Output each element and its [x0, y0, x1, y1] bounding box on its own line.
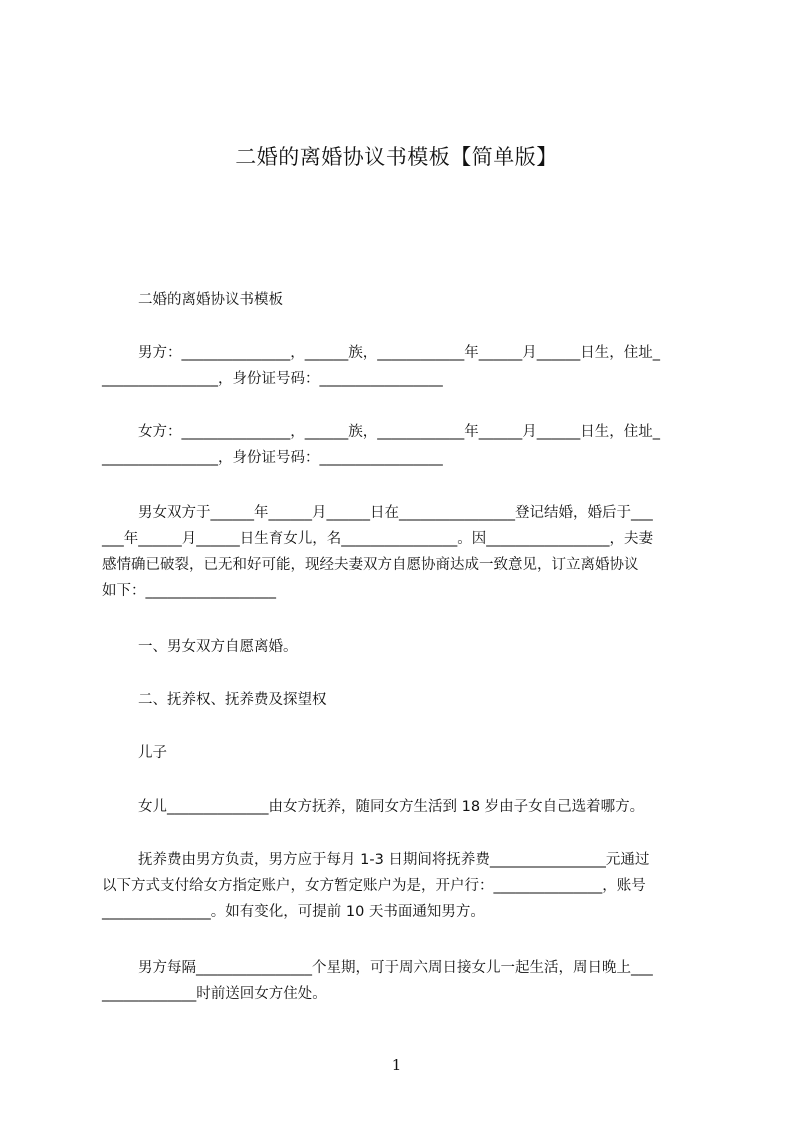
male-party-paragraph — [102, 340, 702, 392]
paragraph-line: ________________，身份证号码：_________________ — [102, 450, 443, 466]
clause-one-paragraph — [102, 634, 702, 660]
paragraph-line: _______________。如有变化，可提前 10 天书面通知男方。 — [102, 904, 485, 920]
paragraph-line: 男方每隔________________个星期，可于周六周日接女儿一起生活，周日晚上___ — [138, 960, 653, 976]
support-fee-paragraph — [102, 847, 702, 925]
clause-two-paragraph — [102, 687, 702, 713]
paragraph-line: 女方：_______________，______族，____________年______月______日生，住址_ — [138, 424, 660, 440]
son-paragraph — [102, 740, 702, 766]
visitation-paragraph — [102, 955, 702, 1007]
daughter-paragraph — [102, 794, 702, 820]
paragraph-line: 儿子 — [138, 745, 167, 761]
paragraph-line: 男女双方于______年______月______日在________________登记结婚，婚后于___ — [138, 505, 653, 521]
paragraph-line: 如下：__________________ — [102, 583, 276, 599]
marriage-info-paragraph — [102, 500, 702, 604]
subtitle-paragraph — [102, 287, 702, 313]
document-title: 二婚的离婚协议书模板【简单版】 — [235, 145, 558, 169]
paragraph-line: 一、男女双方自愿离婚。 — [138, 639, 298, 655]
paragraph-line: 以下方式支付给女方指定账户，女方暂定账户为是，开户行：_______________，账号 — [102, 878, 646, 894]
paragraph-line: 男方：_______________，______族，____________年______月______日生，住址_ — [138, 345, 660, 361]
paragraph-line: 女儿______________由女方抚养，随同女方生活到 18 岁由子女自己选着哪方。 — [138, 799, 645, 815]
page-number: 1 — [391, 1056, 402, 1074]
paragraph-line: 二、抚养权、抚养费及探望权 — [138, 692, 327, 708]
paragraph-line: 二婚的离婚协议书模板 — [138, 292, 283, 308]
paragraph-line: _____________时前送回女方住处。 — [102, 986, 327, 1002]
female-party-paragraph — [102, 419, 702, 471]
paragraph-line: ___年______月______日生育女儿，名________________。因_________________，夫妻 — [102, 531, 653, 547]
paragraph-line: 抚养费由男方负责，男方应于每月 1-3 日期间将抚养费________________元通过 — [138, 852, 650, 868]
paragraph-line: ________________，身份证号码：_________________ — [102, 371, 443, 387]
paragraph-line: 感情确已破裂，已无和好可能，现经夫妻双方自愿协商达成一致意见，订立离婚协议 — [102, 557, 639, 573]
